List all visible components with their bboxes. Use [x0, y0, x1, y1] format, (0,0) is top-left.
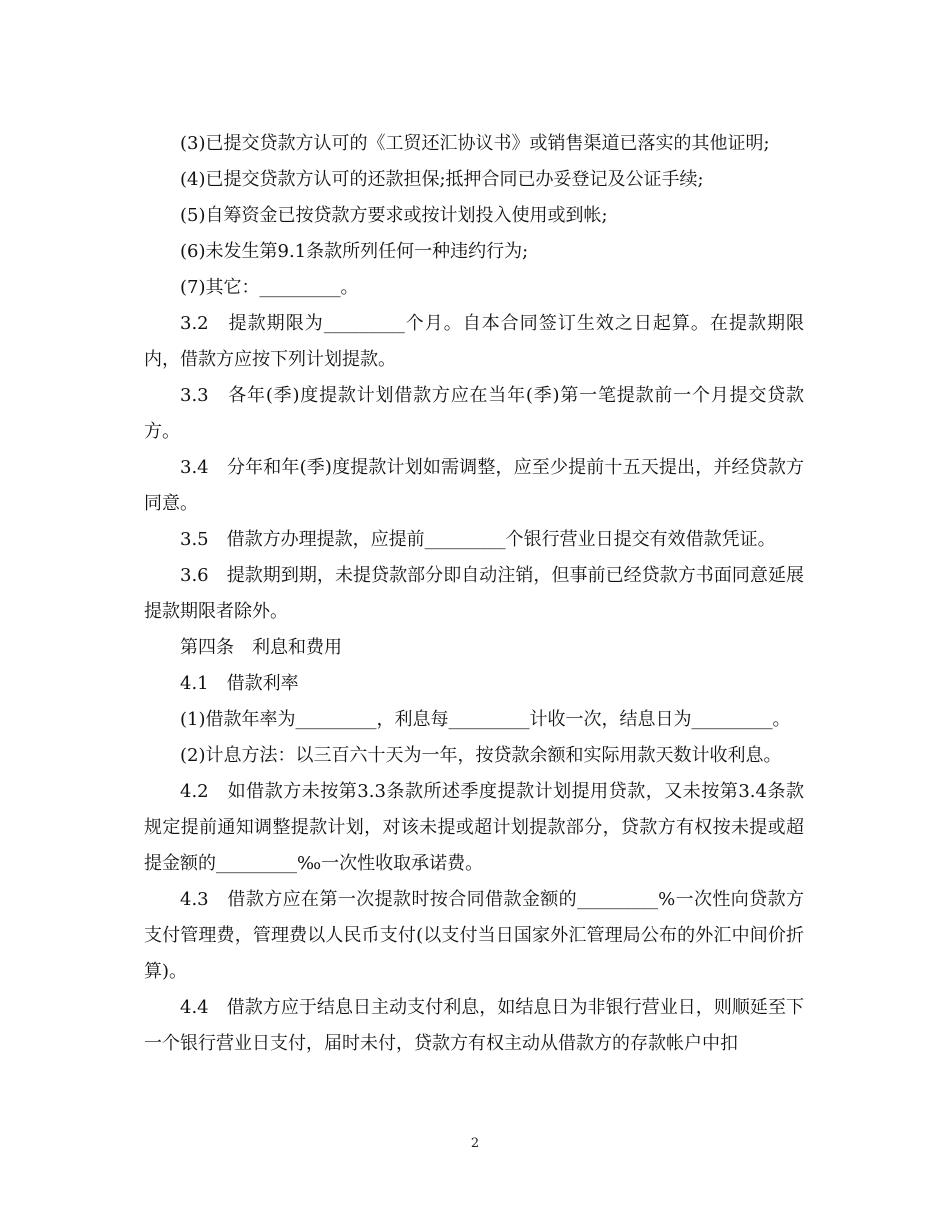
section-heading: 第四条 利息和费用: [180, 637, 342, 658]
paragraph: 4.2 如借款方未按第3.3条款所述季度提款计划提用贷款，又未按第3.4条款规定提前通知调整提款计划，对该未提或超计划提款部分，贷款方有权按未提或超提金额的_________‰一次性收取承诺费。: [144, 781, 804, 874]
paragraph: 3.4 分年和年(季)度提款计划如需调整，应至少提前十五天提出，并经贷款方同意。: [144, 457, 804, 514]
subsection-heading: 4.1 借款利率: [180, 673, 299, 694]
paragraph: (2)计息方法：以三百六十天为一年，按贷款余额和实际用款天数计收利息。: [180, 745, 782, 766]
paragraph: 3.5 借款方办理提款，应提前_________个银行营业日提交有效借款凭证。: [180, 529, 776, 550]
paragraph: (3)已提交贷款方认可的《工贸还汇协议书》或销售渠道已落实的其他证明;: [180, 133, 770, 154]
paragraph: 4.4 借款方应于结息日主动支付利息，如结息日为非银行营业日，则顺延至下一个银行营业日支付，届时未付，贷款方有权主动从借款方的存款帐户中扣: [144, 997, 804, 1054]
paragraph: (1)借款年率为_________，利息每_________计收一次，结息日为_________。: [180, 709, 791, 730]
paragraph: (7)其它：_________。: [180, 277, 359, 298]
paragraph: 3.3 各年(季)度提款计划借款方应在当年(季)第一笔提款前一个月提交贷款方。: [144, 385, 804, 442]
paragraph: (5)自筹资金已按贷款方要求或按计划投入使用或到帐;: [180, 205, 608, 226]
paragraph: 4.3 借款方应在第一次提款时按合同借款金额的_________%一次性向贷款方支付管理费，管理费以人民币支付(以支付当日国家外汇管理局公布的外汇中间价折算)。: [144, 889, 804, 982]
paragraph: 3.6 提款期到期，未提贷款部分即自动注销，但事前已经贷款方书面同意延展提款期限者除外。: [144, 565, 804, 622]
paragraph: (6)未发生第9.1条款所列任何一种违约行为;: [180, 241, 529, 262]
paragraph: 3.2 提款期限为_________个月。自本合同签订生效之日起算。在提款期限内，借款方应按下列计划提款。: [144, 313, 804, 370]
page-number: 2: [470, 1136, 480, 1151]
paragraph: (4)已提交贷款方认可的还款担保;抵押合同已办妥登记及公证手续;: [180, 169, 704, 190]
document-body: [144, 126, 804, 1062]
